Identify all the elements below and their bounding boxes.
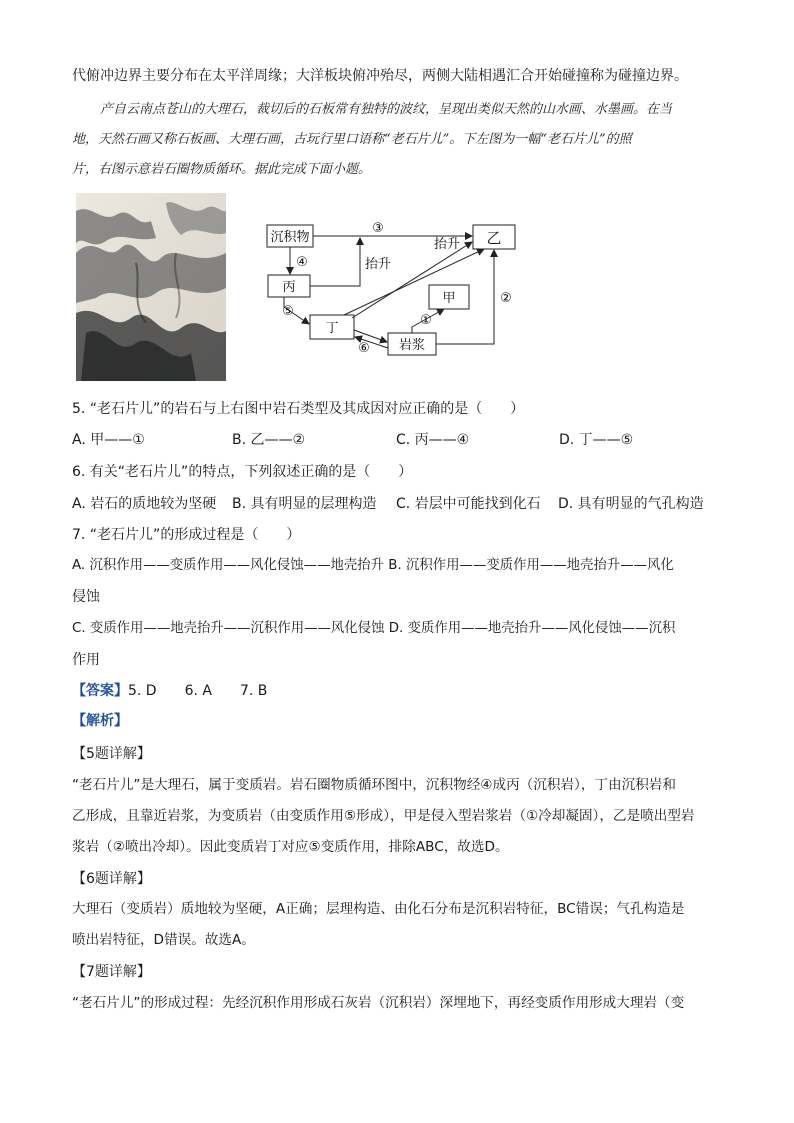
q6-option-b[interactable]: B. 具有明显的层理构造 [232,496,377,512]
label-uplift-b: 抬升 [433,237,461,252]
q5-option-a[interactable]: A. 甲——① [72,432,145,448]
q7-stem: 7. “老石片儿”的形成过程是（ ） [72,527,301,543]
label-2: ② [500,291,512,306]
q6-option-a[interactable]: A. 岩石的质地较为坚硬 [72,496,217,512]
marble-photo-image [76,193,226,381]
rock-cycle-diagram [262,212,522,362]
box-bing-label: 丙 [282,280,296,295]
q7-options-cd-cont: 作用 [72,652,100,668]
box-magma-label: 岩浆 [398,338,426,353]
q7-options-ab-cont: 侵蚀 [72,589,100,605]
analysis-q6-heading: 【6题详解】 [72,871,151,887]
analysis-q6-line-2: 喷出岩特征，D错误。故选A。 [72,932,255,948]
box-ding-label: 丁 [325,321,339,336]
q6-option-d[interactable]: D. 具有明显的气孔构造 [558,496,704,512]
q5-option-c[interactable]: C. 丙——④ [396,432,470,448]
analysis-label: 【解析】 [72,713,128,729]
box-sediment-label: 沉积物 [270,230,310,245]
analysis-q5-heading: 【5题详解】 [72,746,151,762]
intro-line-2: 产自云南点苍山的大理石，裁切后的石板常有独特的波纹，呈现出类似天然的山水画、水墨画。在当 [100,102,673,117]
label-4: ④ [296,255,308,270]
analysis-q6-line-1: 大理石（变质岩）质地较为坚硬，A正确；层理构造、由化石分布是沉积岩特征，BC错误；气孔构造是 [72,901,685,917]
q6-option-c[interactable]: C. 岩层中可能找到化石 [396,496,541,512]
q7-options-ab[interactable]: A. 沉积作用——变质作用——风化侵蚀——地壳抬升 B. 沉积作用——变质作用——地壳抬升——风化 [72,558,674,573]
analysis-q7-line-1: “老石片儿”的形成过程：先经沉积作用形成石灰岩（沉积岩）深埋地下，再经变质作用形成大理岩（变 [72,995,685,1011]
q5-option-d[interactable]: D. 丁——⑤ [559,432,634,448]
analysis-q5-line-2: 乙形成，且靠近岩浆，为变质岩（由变质作用⑤形成），甲是侵入型岩浆岩（①冷却凝固），乙是喷出型岩 [72,808,695,824]
q6-stem: 6. 有关“老石片儿”的特点，下列叙述正确的是（ ） [72,464,413,480]
analysis-q5-line-1: “老石片儿”是大理石，属于变质岩。岩石圈物质循环图中，沉积物经④成丙（沉积岩），丁由沉积岩和 [72,777,676,793]
q7-options-cd[interactable]: C. 变质作用——地壳抬升——沉积作用——风化侵蚀 D. 变质作用——地壳抬升——风化侵蚀——沉积 [72,621,676,636]
label-uplift-a: 抬升 [364,257,392,272]
label-1: ① [420,313,432,328]
box-yi-label: 乙 [486,229,502,247]
analysis-q7-heading: 【7题详解】 [72,964,151,980]
label-3: ③ [372,221,384,236]
label-6: ⑥ [358,341,370,356]
intro-line-3: 地，天然石画又称石板画、大理石画，古玩行里口语称“老石片儿”。下左图为一幅“老石片儿”的照 [72,132,632,147]
answer-row [72,681,267,701]
marble-photo [76,193,226,381]
intro-line-4: 片，右图示意岩石圈物质循环。据此完成下面小题。 [72,162,372,177]
analysis-q5-line-3: 浆岩（②喷出冷却）。因此变质岩丁对应⑤变质作用，排除ABC，故选D。 [72,839,509,855]
box-jia-label: 甲 [442,291,456,306]
answer-value: 5. D 6. A 7. B [128,683,268,699]
q5-stem: 5. “老石片儿”的岩石与上右图中岩石类型及其成因对应正确的是（ ） [72,401,525,417]
label-5: ⑤ [282,304,294,319]
q5-option-b[interactable]: B. 乙——② [232,432,306,448]
answer-label: 【答案】 [72,683,128,699]
intro-line-1: 代俯冲边界主要分布在太平洋周缘；大洋板块俯冲殆尽，两侧大陆相遇汇合开始碰撞称为碰撞边界。 [72,68,688,84]
